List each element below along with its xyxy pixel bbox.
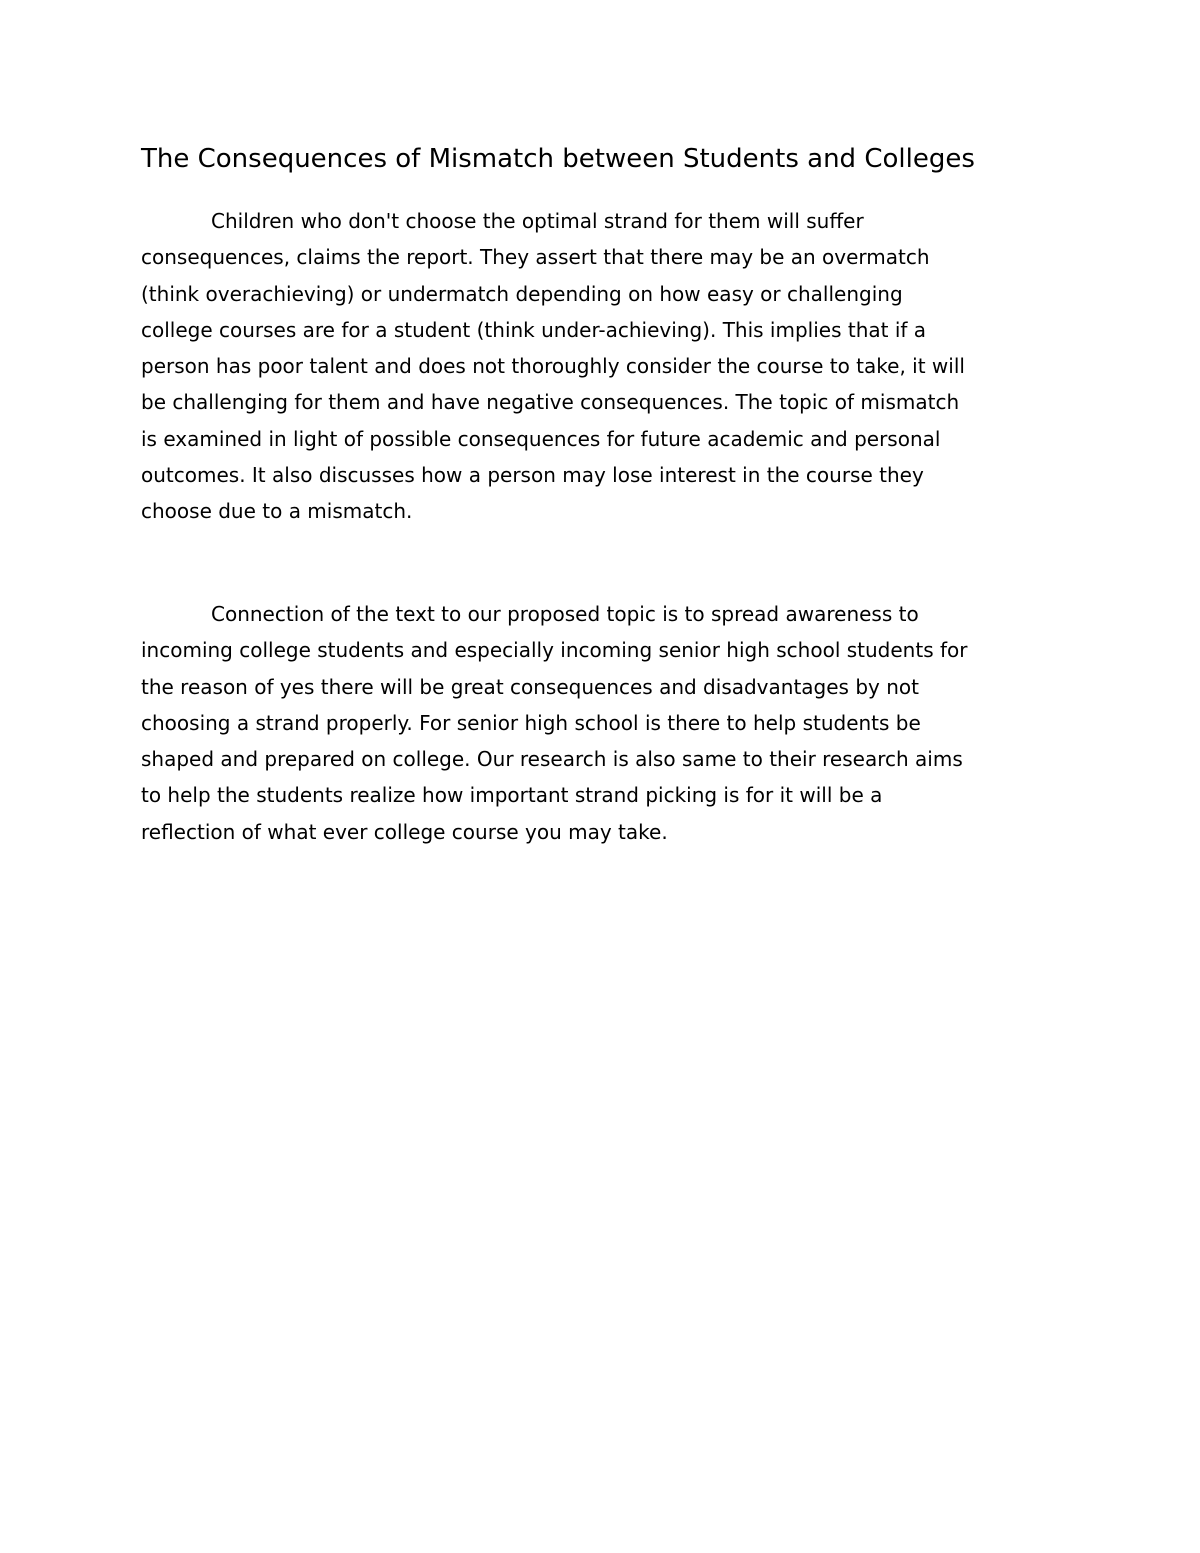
paragraph-2 [141,596,1081,850]
paragraph-line: Connection of the text to our proposed topic is to spread awareness to [211,602,919,626]
paragraph-line: choosing a strand properly. For senior high school is there to help students be [141,710,921,735]
paragraph-line: to help the students realize how important strand picking is for it will be a [141,783,883,808]
paragraph-line: is examined in light of possible consequences for future academic and personal [141,426,941,451]
paragraph-line: incoming college students and especially incoming senior high school students for [141,638,968,663]
paragraph-line: person has poor talent and does not thoroughly consider the course to take, it will [141,354,965,379]
paragraph-line: choose due to a mismatch. [141,499,413,524]
paragraph-line: outcomes. It also discusses how a person may lose interest in the course they [141,463,924,488]
paragraph-1 [141,203,1081,530]
paragraph-line: (think overachieving) or undermatch depending on how easy or challenging [141,281,903,306]
document-title: The Consequences of Mismatch between Students and Colleges [141,144,975,174]
paragraph-line: the reason of yes there will be great consequences and disadvantages by not [141,674,919,699]
paragraph-line: be challenging for them and have negative consequences. The topic of mismatch [141,390,960,415]
paragraph-line: consequences, claims the report. They assert that there may be an overmatch [141,245,930,270]
paragraph-line: shaped and prepared on college. Our research is also same to their research aims [141,747,963,772]
paragraph-line: Children who don't choose the optimal strand for them will suffer [211,209,864,233]
paragraph-line: college courses are for a student (think under-achieving). This implies that if a [141,317,927,342]
paragraph-line: reflection of what ever college course you may take. [141,819,668,844]
